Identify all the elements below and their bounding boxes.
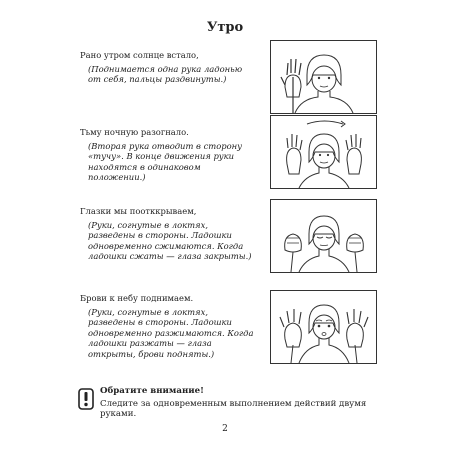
girl-one-hand-up-illustration (271, 41, 376, 113)
verse-line: Глазки мы поотккрываем, (80, 206, 197, 216)
verse-line: Брови к небу поднимаем. (80, 293, 194, 303)
illustration-frame-1 (270, 40, 377, 114)
movement-note: (Поднимается одна рука ладонью от себя, пальцы раздвинуты.) (88, 63, 243, 84)
exclamation-icon (78, 388, 94, 410)
girl-hands-open-illustration (271, 291, 376, 363)
girl-two-hands-up-illustration (271, 116, 376, 188)
attention-callout (78, 386, 378, 419)
movement-note: (Руки, согнутые в локтях, разведены в стороны. Ладошки одновременно сжимаются. Когда ладошки сжаты — глаза закрыты.) (88, 219, 252, 261)
girl-fists-closed-illustration (271, 200, 376, 272)
attention-text: Следите за одновременным выполнением действий двумя руками. (100, 399, 367, 419)
verse-line: Тьму ночную разогнало. (80, 127, 189, 137)
page-title: Утро (206, 20, 244, 35)
verse-line: Рано утром солнце встало, (80, 50, 199, 60)
attention-heading: Обратите внимание! (100, 386, 204, 396)
verse-block-1 (80, 50, 256, 85)
movement-note: (Вторая рука отводит в сторону «тучу». В конце движения руки находятся в одинаковом положении.) (88, 140, 243, 182)
illustration-frame-2 (270, 115, 377, 189)
illustration-frame-3 (270, 199, 377, 273)
movement-note: (Руки, согнутые в локтях, разведены в стороны. Ладошки одновременно разжимаются. Когда ладошки разжаты — глаза открыты, брови подняты.) (88, 306, 254, 359)
verse-block-3 (80, 206, 256, 262)
illustration-frame-4 (270, 290, 377, 364)
verse-block-2 (80, 127, 256, 183)
verse-block-4 (80, 293, 256, 359)
page-number: 2 (222, 424, 228, 434)
